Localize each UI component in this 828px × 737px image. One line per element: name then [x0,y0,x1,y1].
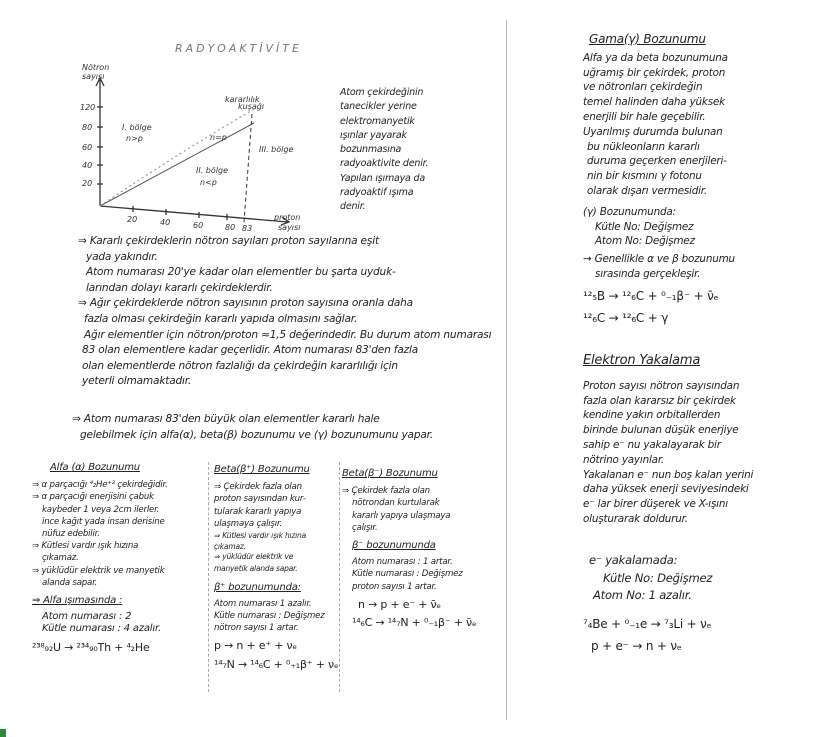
x-tick: 20 [127,215,138,224]
text-line: radyoaktif ışıma [340,187,414,199]
y-tick: 120 [80,103,96,112]
text-line: Proton sayısı nötron sayısından [583,379,740,392]
n-equals-p-label: n=p [210,133,227,142]
x-tick: 83 [242,224,253,233]
text-line: çıkamaz. [214,542,246,552]
x-axis-label: sayısı [278,223,301,232]
text-line: olan elementlerde nötron fazlalığı da çekirdeğin kararlılığı için [82,359,398,372]
text-line: Atom numarası : 2 [42,611,132,623]
text-line: fazla olan kararsız bir çekirdek [583,394,736,407]
x-axis-label: proton [274,213,301,222]
text-line: ⇒ Atom numarası 83'den büyük olan elementler kararlı hale [72,412,380,425]
y-tick: 40 [82,161,93,170]
page-edge-mark [0,729,6,737]
x-tick: 80 [225,223,236,232]
text-line: Atom numarası 1 azalır. [214,598,312,609]
text-line: ve nötronları çekirdeğin [583,81,703,94]
text-line: elektromanyetik [340,115,415,127]
gamma-subtitle: (γ) Bozunumunda: [583,205,676,218]
text-line: Yakalanan e⁻ nun boş kalan yerini [583,468,754,481]
text-line: ⇒ yüklüdür elektrik ve [214,552,294,562]
text-line: Kütle numarası : 4 azalır. [42,623,161,635]
beta-minus-equation: n → p + e⁻ + ν̄ₑ [358,597,441,611]
beta-plus-section [214,464,338,671]
text-line: tularak kararlı yapıya [214,506,302,517]
y-axis-label: Nötron [82,63,110,72]
text-line: uğramış bir çekirdek, proton [583,66,726,79]
beta-minus-equation: ¹⁴₆C → ¹⁴₇N + ⁰₋₁β⁻ + ν̄ₑ [352,616,477,630]
text-line: larından dolayı kararlı çekirdeklerdir. [86,281,273,294]
text-line: birinde bulunan düşük enerjiye [583,424,739,437]
region-1-label: n>p [126,134,143,143]
region-1-label: I. bölge [122,123,152,132]
region-3-label: III. bölge [259,145,294,154]
text-line: sahip e⁻ nu yakalayarak bir [583,438,721,451]
text-line: kararlı yapıya ulaşmaya [352,510,451,521]
text-line: enerjili bir hale geçebilir. [583,110,706,123]
electron-capture-equation: ⁷₄Be + ⁰₋₁e → ⁷₃Li + νₑ [583,617,712,632]
text-line: Ağır elementler için nötron/proton ≈1,5 değerindedir. Bu durum atom numarası [84,328,492,341]
n-equals-p-line [100,123,254,206]
x-tick: 60 [193,221,204,230]
beta-plus-equation: ¹⁴₇N → ¹⁴₆C + ⁰₊₁β⁺ + νₑ [214,657,339,671]
text-line: çalışır. [352,522,378,533]
text-line: oluşturarak doldurur. [583,512,688,525]
text-line: gelebilmek için alfa(α), beta(β) bozunumu ve (γ) bozunumunu yapar. [80,428,434,441]
text-line: kendine yakın orbitallerden [583,409,721,422]
radioactivity-definition [340,86,428,215]
text-line: ışınlar yayarak [340,129,407,141]
electron-capture-title: Elektron Yakalama [583,353,701,368]
gamma-equation: ¹²₅B → ¹²₆C + ⁰₋₁β⁻ + ν̄ₑ [583,288,719,303]
text-line: ⇒ Çekirdek fazla olan [342,486,430,497]
page-title: RADYOAKTİVİTE [175,42,302,55]
text-line: Atom numarası : 1 artar. [352,557,453,568]
beta-plus-equation: p → n + e⁺ + νₑ [214,639,297,653]
text-line: bozunmasına [340,144,402,156]
text-line: ⇒ α parçacığı ⁴₂He⁺² çekirdeğidir. [32,480,168,491]
text-line: denir. [340,201,366,213]
text-line: yeterli olmamaktadır. [82,375,192,388]
beta-minus-section [342,468,476,629]
text-line: Atom No: Değişmez [595,235,695,248]
text-line: temel halinden daha yüksek [583,96,725,109]
text-line: daha yüksek enerji seviyesindeki [583,483,749,496]
text-line: Uyarılmış durumda bulunan [583,125,723,138]
text-line: ulaşmaya çalışır. [214,518,283,529]
electron-capture-subtitle: e⁻ yakalamada: [589,552,678,567]
text-line: Yapılan ışımaya da [340,172,425,184]
text-line: Atom No: 1 azalır. [593,588,692,603]
text-line: Kütle No: Değişmez [603,570,713,585]
alfa-title: Alfa (α) Bozunumu [50,462,140,473]
text-line: tanecikler yerine [340,101,417,113]
gamma-title: Gama(γ) Bozunumu [589,32,706,46]
text-line: nüfuz edebilir. [42,529,100,540]
text-line: fazla olması çekirdeğin kararlı yapıda olmasını sağlar. [84,312,358,325]
page-divider [506,20,507,720]
text-line: Atom numarası 20'ye kadar olan elementler bu şarta uyduk- [86,266,396,279]
text-line: nötrino yayınlar. [583,453,665,466]
x-tick: 40 [160,218,171,227]
text-line: nötrondan kurtularak [352,498,440,509]
stability-paragraph [72,234,492,443]
text-line: 83 olan elementlere kadar geçerlidir. Atom numarası 83'den fazla [82,344,419,357]
y-tick: 20 [82,179,93,188]
text-line: Kütle No: Değişmez [595,220,694,233]
text-line: ⇒ Çekirdek fazla olan [214,482,302,493]
text-line: ⇒ Kütlesi vardır ışık hızına [32,541,139,552]
text-line: nin bir kısmını γ fotonu [587,170,702,183]
text-line: ⇒ yüklüdür elektrik ve manyetik [32,565,165,576]
alfa-subtitle: ⇒ Alfa ışımasında : [32,595,123,607]
beta-plus-title: Beta(β⁺) Bozunumu [214,464,310,475]
beta-plus-subtitle: β⁺ bozunumunda: [214,581,301,593]
text-line: ⇒ Kararlı çekirdeklerin nötron sayıları proton sayılarına eşit [78,235,379,247]
beta-minus-title: Beta(β⁻) Bozunumu [342,468,438,479]
text-line: Atom çekirdeğinin [340,87,424,98]
text-line: proton sayısından kur- [214,494,306,505]
text-line: çıkamaz. [42,553,79,564]
stability-band-label: kararlılık [225,95,260,104]
text-line: bu nükleonların kararlı [587,140,700,153]
text-line: ince kağıt yada insan derisine [42,516,165,527]
electron-capture-section [583,354,753,654]
text-line: kaybeder 1 veya 2cm ilerler. [42,504,160,515]
alfa-section [32,462,168,654]
text-line: e⁻ lar birer düşerek ve X-ışını [583,498,728,511]
text-line: ⇒ α parçacığı enerjisini çabuk [32,492,154,503]
y-axis-label: sayısı [82,72,105,81]
text-line: Alfa ya da beta bozunumuna [583,51,728,64]
stability-band-label: kuşağı [238,102,265,111]
text-line: → Genellikle α ve β bozunumu [583,253,735,266]
text-line: ⇒ Kütlesi vardır ışık hızına [214,531,306,541]
gamma-equation: ¹²₆C → ¹²₆C + γ [583,310,669,325]
stability-graph [60,62,330,242]
text-line: olarak dışarı vermesidir. [587,184,708,197]
alfa-equation: ²³⁸₉₂U → ²³⁴₉₀Th + ⁴₂He [32,640,150,654]
text-line: Kütle numarası : Değişmez [352,569,463,580]
text-line: duruma geçerken enerjileri- [587,155,727,168]
text-line: Kütle numarası : Değişmez [214,611,325,622]
text-line: ⇒ Ağır çekirdeklerde nötron sayısının proton sayısına oranla daha [78,297,413,310]
region-2-label: II. bölge [196,166,228,175]
beta-minus-subtitle: β⁻ bozunumunda [352,540,436,552]
limit-83-line [244,114,252,222]
electron-capture-equation: p + e⁻ → n + νₑ [591,638,682,653]
text-line: nötron sayısı 1 artar. [214,623,299,634]
text-line: radyoaktivite denir. [340,158,429,170]
y-tick: 80 [82,123,93,132]
y-tick: 60 [82,143,93,152]
text-line: alanda sapar. [42,577,98,588]
gamma-section [583,32,735,325]
text-line: yada yakındır. [86,250,158,263]
text-line: manyetik alanda sapar. [214,564,298,574]
region-2-label: n<p [200,178,217,187]
text-line: proton sayısı 1 artar. [352,581,437,592]
text-line: sırasında gerçekleşir. [595,267,701,280]
